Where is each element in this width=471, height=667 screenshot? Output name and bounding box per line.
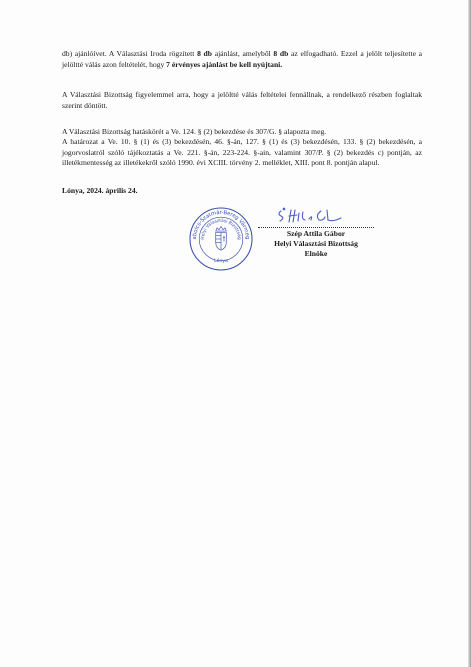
paragraph-legal-basis: A határozat a Ve. 10. § (1) és (3) bekezdésén, 46. §-án, 127. § (1) és (3) bekezdésén, 133. § (2) bekezdésén, a jogorvoslatról szóló tájékoztatás a Ve. 221. §-án, 223-224. §-ain, valamint 307/P. § (2) bekezdés c) pontján, az illetékmentesség az illetékekről szóló 1990. évi XCIII. törvény 2. melléklet, XIII. pont 8. pontján alapul. — [62, 137, 422, 168]
coat-of-arms-icon — [216, 226, 227, 250]
paragraph-decision: A Választási Bizottság figyelemmel arra, hogy a jelöltté válás feltételei fennállnak, a rendelkező részben foglaltak szerint döntött. — [62, 90, 422, 110]
signature-line — [258, 225, 374, 228]
signer-role: Elnöke — [304, 248, 328, 258]
official-stamp — [188, 206, 254, 272]
handwritten-signature — [275, 205, 350, 227]
signer-block — [255, 229, 377, 258]
paragraph-competence: A Választási Bizottság hatáskörét a Ve. 124. § (2) bekezdése és 307/G. § alapozta meg. — [62, 127, 327, 136]
signer-name: Szép Attila Gábor — [286, 229, 346, 238]
document-date: Lónya, 2024. április 24. — [62, 186, 138, 195]
stamp-bottom-text: Lónya — [214, 259, 228, 265]
stamp-inner-text: Helyi Választási Bizottság — [200, 218, 242, 240]
paragraph-recommendations: db) ajánlóívet. A Választási Iroda rögzített 8 db ajánlást, amelyből 8 db az elfogadható. Ezzel a jelölt teljesítette a jelöltté válás azon feltételét, hogy 7 érvényes ajánlást be kell nyújtani. — [62, 49, 422, 69]
signer-organization: Helyi Választási Bizottság — [274, 238, 358, 248]
stamp-ring-text: abolcs-Szatmár-Bereg Vármeg — [191, 209, 251, 240]
